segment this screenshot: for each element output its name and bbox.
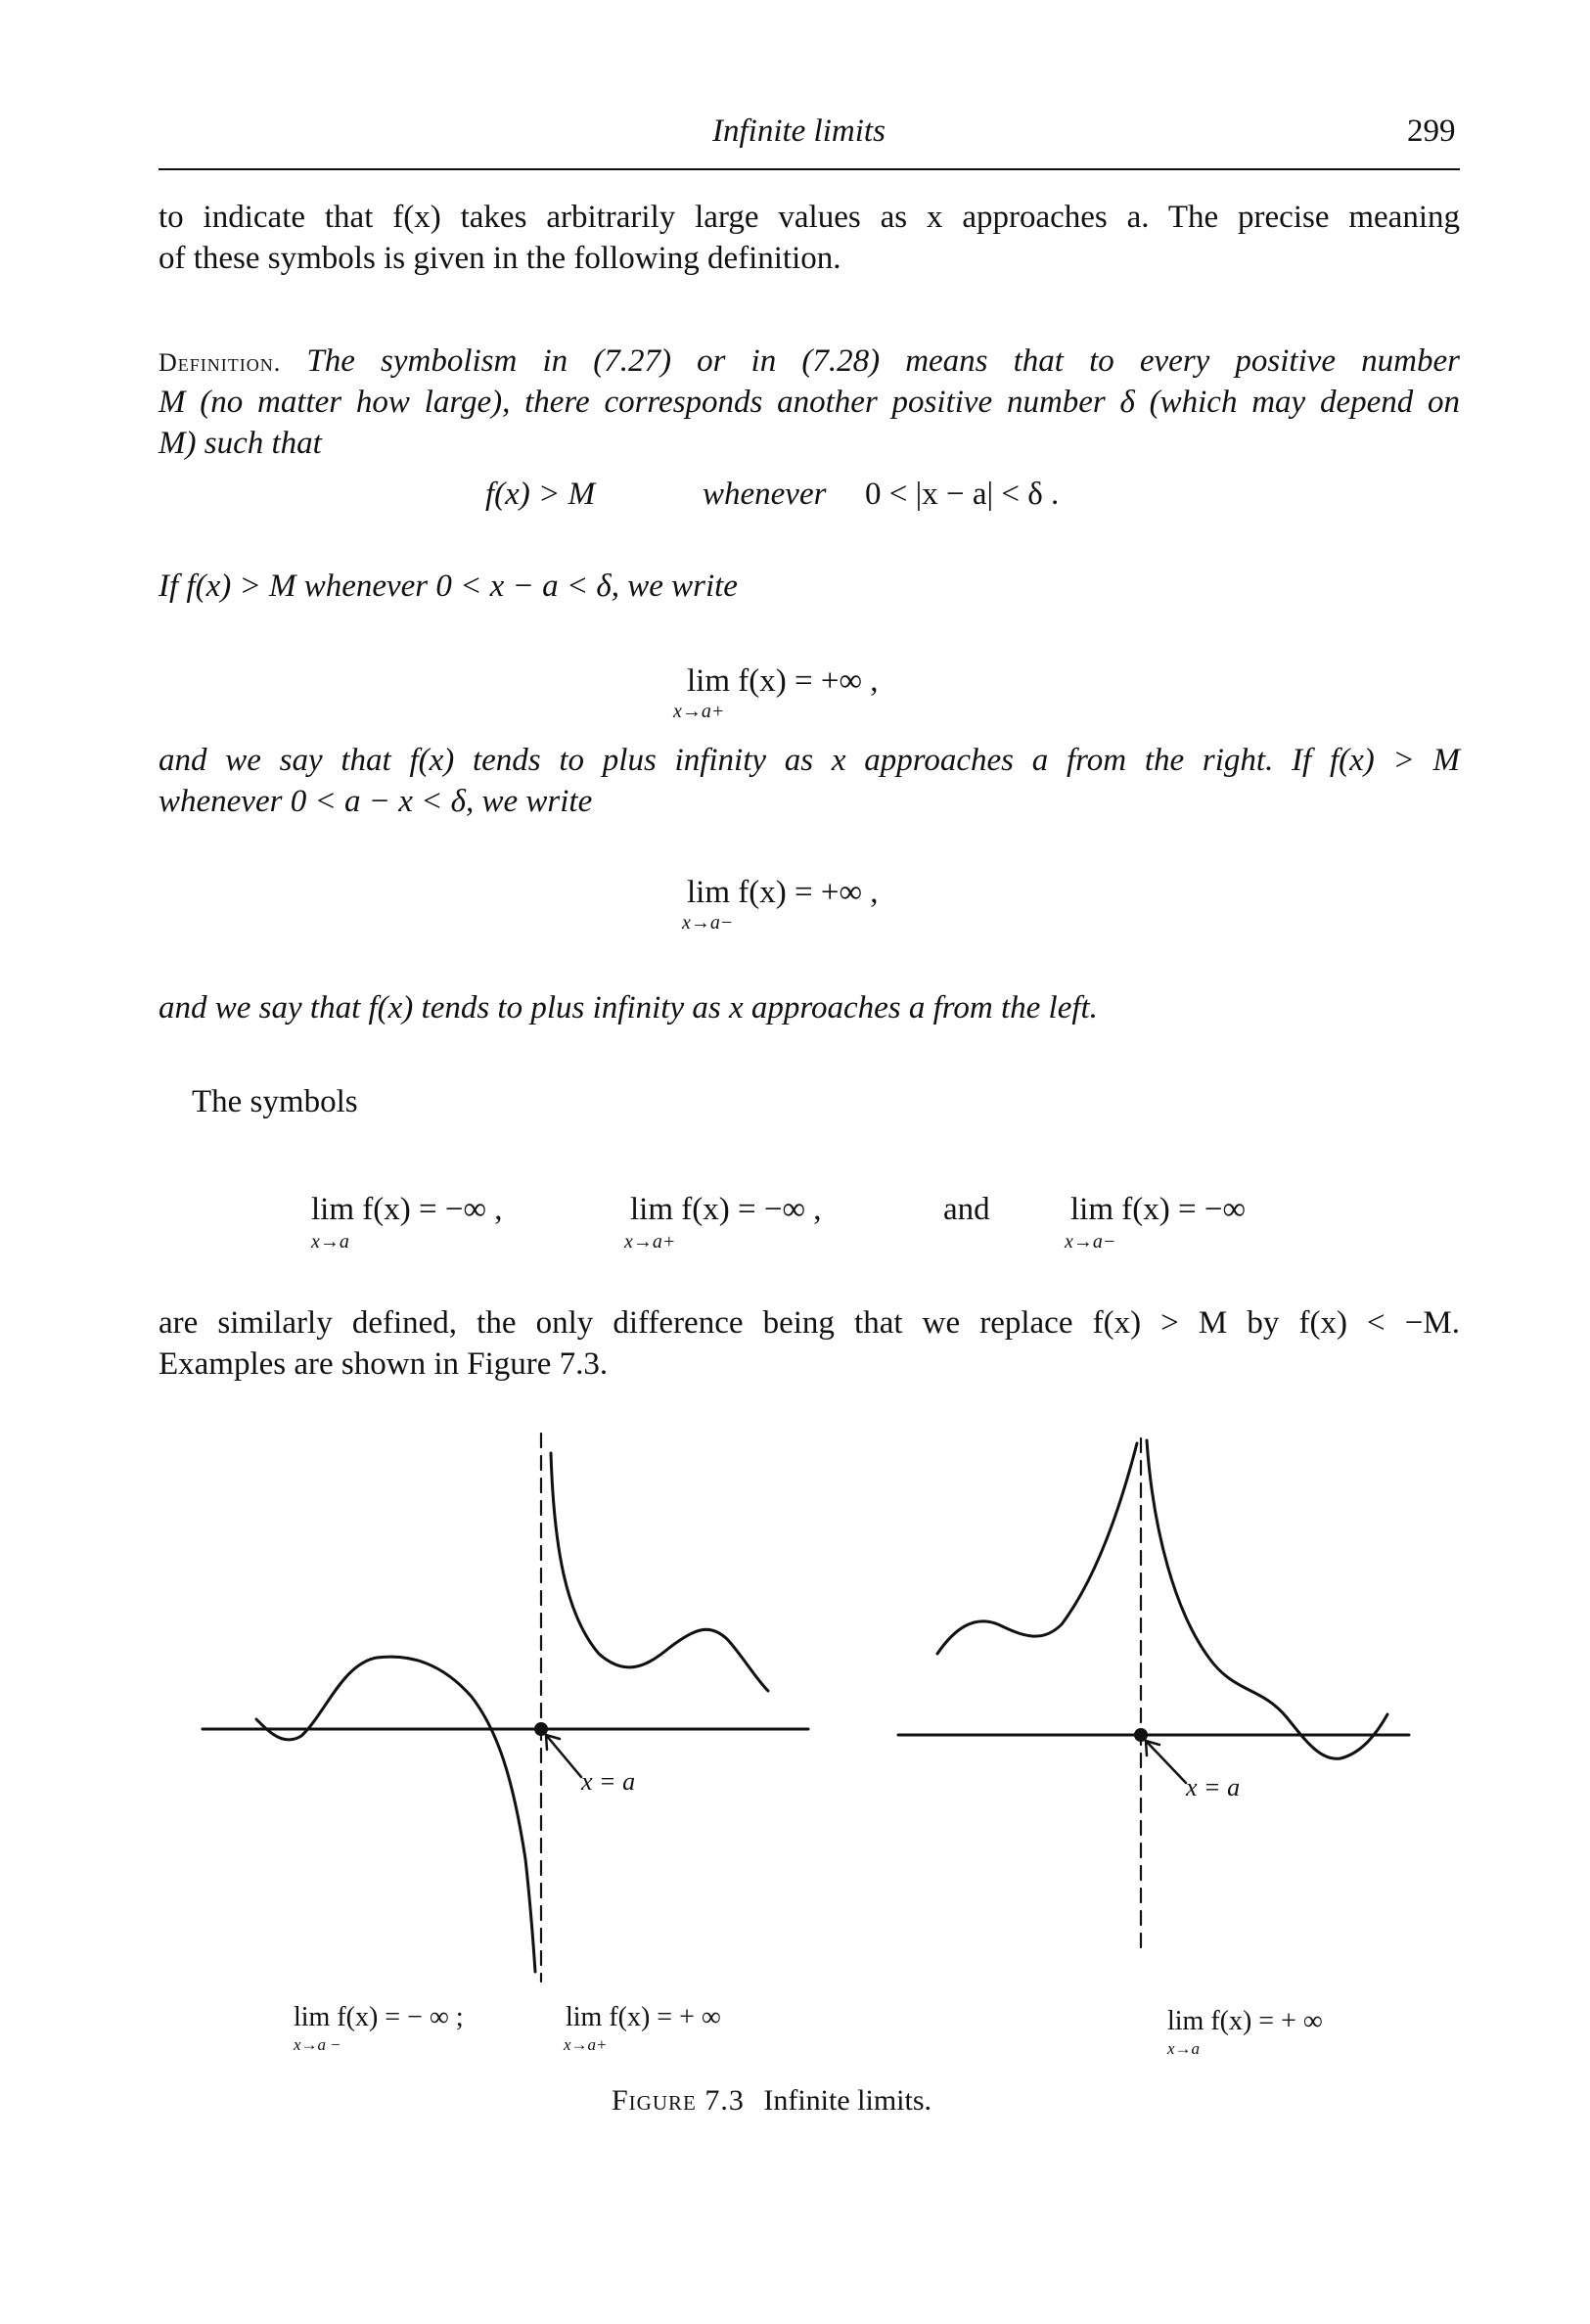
definition-line-2: M (no matter how large), there corresponds another positive number δ (which may depend on — [159, 385, 1460, 420]
right-desc-line-1: and we say that f(x) tends to plus infinity as x approaches a from the right. If f(x) > M — [159, 743, 1460, 778]
symbols-intro: The symbols — [192, 1084, 358, 1119]
right-desc-line-2: whenever 0 < a − x < δ, we write — [159, 784, 593, 819]
symbol-eq-1: lim f(x) = −∞ , — [311, 1192, 503, 1227]
caption-limit-3: lim f(x) = + ∞ — [1167, 2006, 1323, 2036]
left-curve-left-branch — [256, 1657, 535, 1972]
caption-limit-3-sub: x→a — [1167, 2039, 1201, 2058]
figure-caption — [612, 2084, 931, 2118]
symbol-eq-2: lim f(x) = −∞ , — [630, 1192, 822, 1227]
left-limit-eq: lim f(x) = +∞ , — [687, 875, 879, 910]
symbol-sub-1: x→a — [311, 1231, 349, 1253]
left-curve-right-branch — [551, 1453, 768, 1691]
intro-line-1: to indicate that f(x) takes arbitrarily large values as x approaches a. The precise meaning — [159, 200, 1460, 235]
definition-text-1: The symbolism in (7.27) or in (7.28) means that to every positive number — [306, 343, 1461, 379]
right-pointer-line — [1146, 1741, 1186, 1783]
definition-eq-left: f(x) > M — [485, 477, 596, 512]
right-condition: If f(x) > M whenever 0 < x − a < δ, we write — [159, 569, 738, 604]
caption-limit-1: lim f(x) = − ∞ ; — [294, 2002, 464, 2032]
symbols-line-2: Examples are shown in Figure 7.3. — [159, 1346, 609, 1382]
left-limit-sub: x→a− — [682, 912, 734, 934]
definition-eq-right: 0 < |x − a| < δ . — [865, 477, 1060, 512]
right-curve-left-branch — [937, 1443, 1137, 1654]
symbol-sub-3: x→a− — [1065, 1231, 1116, 1253]
right-limit-eq: lim f(x) = +∞ , — [687, 663, 879, 699]
definition-eq-word: whenever — [703, 477, 827, 512]
right-marker-label: x = a — [1186, 1773, 1241, 1801]
left-pointer-line — [546, 1735, 581, 1777]
symbol-eq-3: lim f(x) = −∞ — [1070, 1192, 1246, 1227]
definition-label: Definition. — [159, 348, 282, 377]
caption-limit-1-sub: x→a − — [294, 2035, 341, 2054]
figure-caption-label: Figure 7.3 — [612, 2084, 745, 2117]
caption-limit-2-sub: x→a+ — [564, 2035, 608, 2054]
intro-line-2: of these symbols is given in the following definition. — [159, 241, 841, 276]
figure-caption-text: Infinite limits. — [763, 2084, 931, 2117]
right-curve-right-branch — [1147, 1440, 1387, 1758]
page-number: 299 — [1407, 114, 1456, 149]
symbols-line-1: are similarly defined, the only difference being that we replace f(x) > M by f(x) < −M. — [159, 1305, 1460, 1341]
caption-limit-2: lim f(x) = + ∞ — [566, 2002, 721, 2032]
running-title: Infinite limits — [712, 114, 886, 149]
right-limit-sub: x→a+ — [673, 701, 725, 722]
symbol-and: and — [943, 1192, 990, 1227]
left-desc: and we say that f(x) tends to plus infinity as x approaches a from the left. — [159, 990, 1098, 1025]
definition-line-3: M) such that — [159, 426, 322, 461]
symbol-sub-2: x→a+ — [624, 1231, 676, 1253]
left-marker-label: x = a — [581, 1767, 636, 1796]
